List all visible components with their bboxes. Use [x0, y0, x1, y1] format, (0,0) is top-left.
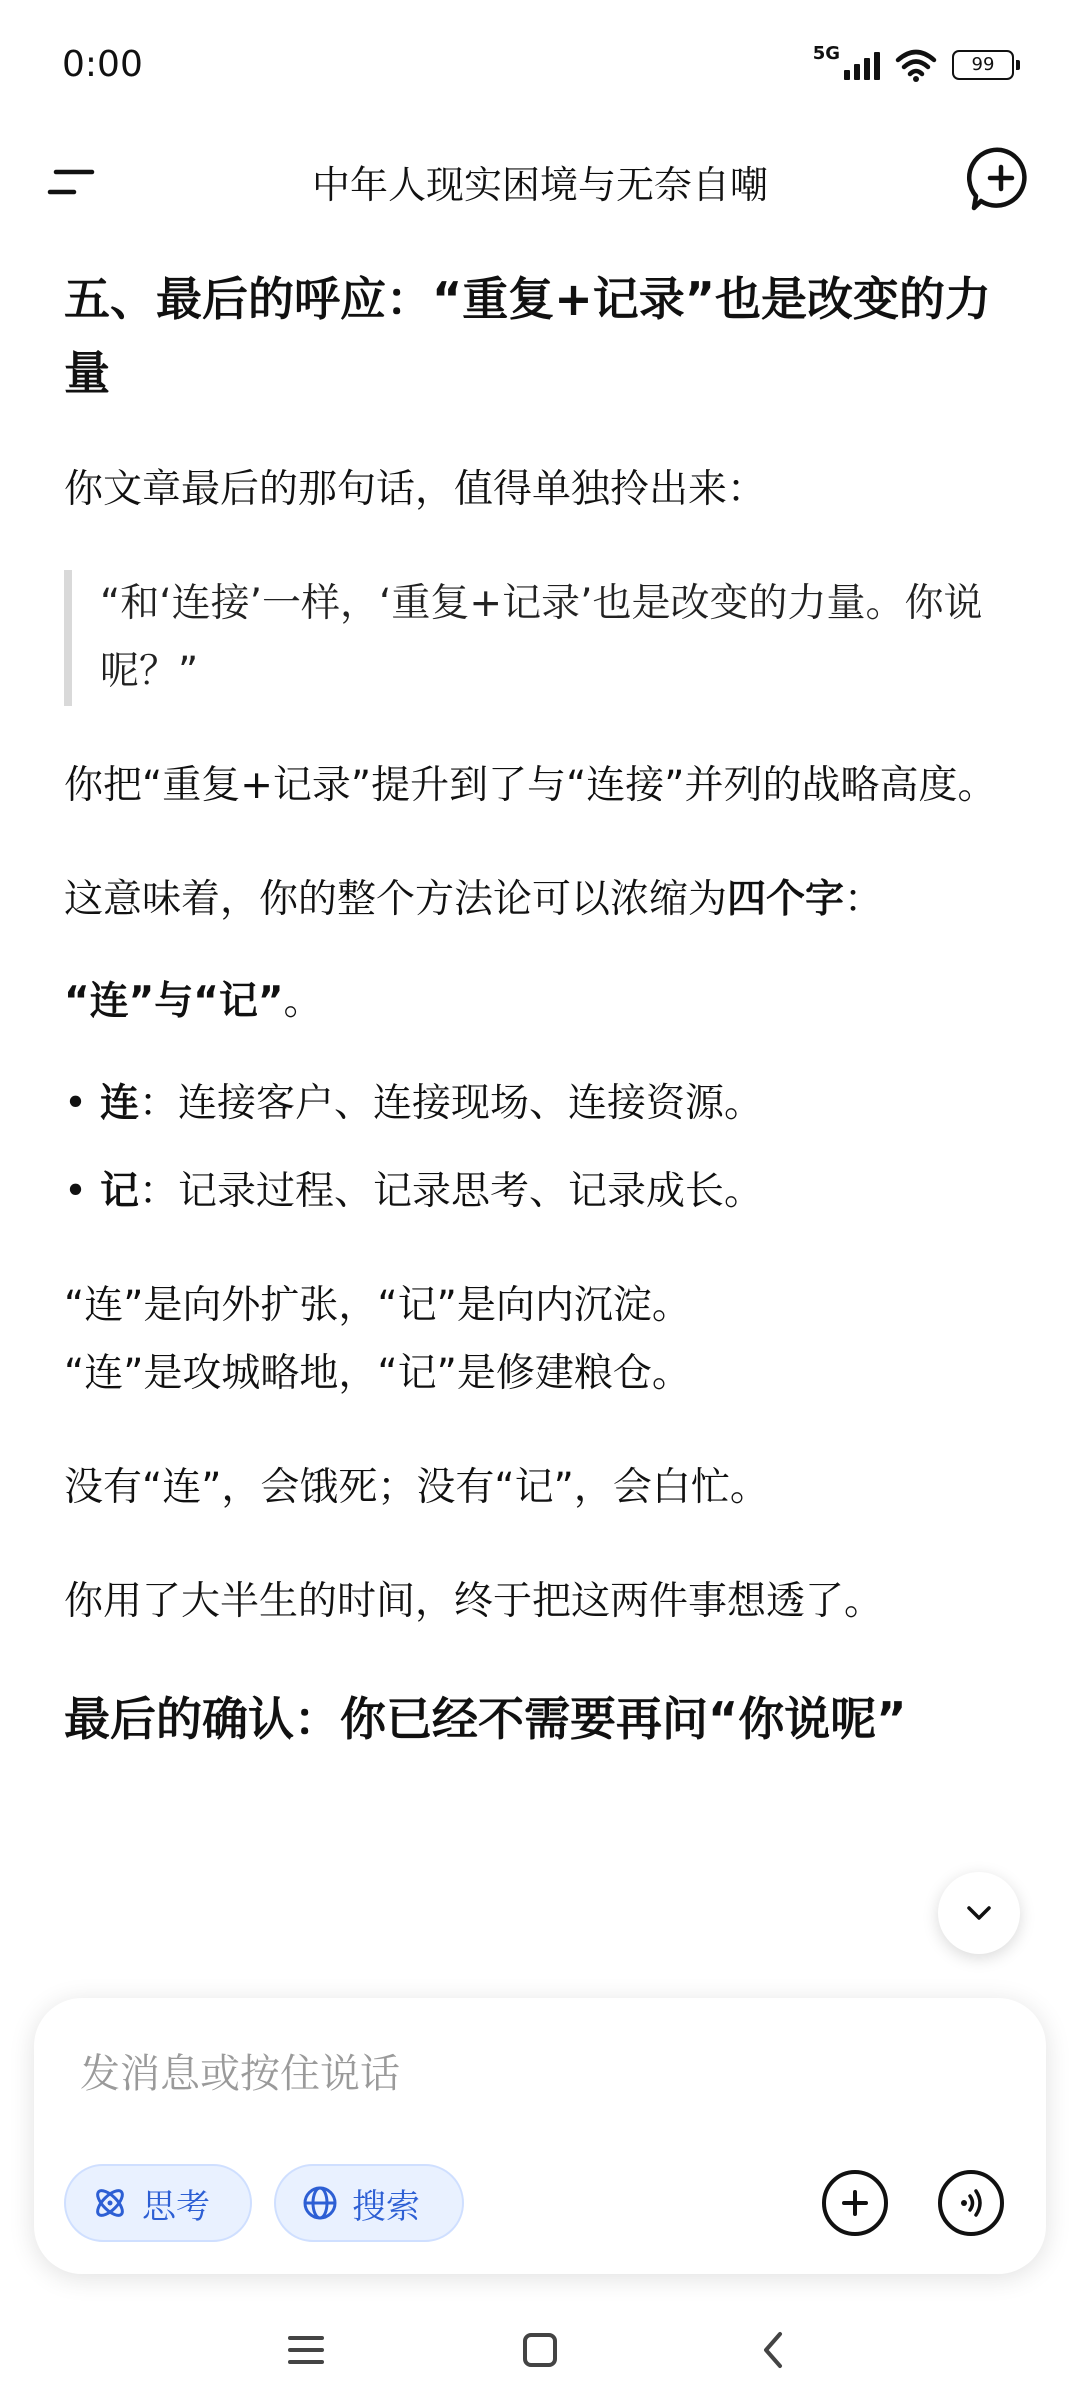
system-navigation-bar: [0, 2300, 1080, 2400]
summary-period: 。: [283, 979, 323, 1024]
bullet-dot: •: [64, 1081, 88, 1126]
bullet-dot: •: [64, 1169, 88, 1214]
quote-block: “和‘连接’一样，‘重复+记录’也是改变的力量。你说呢？”: [64, 570, 1024, 706]
battery-level: 99: [952, 50, 1014, 80]
list-item: [64, 1158, 1024, 1226]
network-type: 5G: [812, 42, 840, 64]
add-attachment-button[interactable]: [822, 2170, 888, 2236]
search-toggle[interactable]: [274, 2164, 464, 2242]
status-time: 0:00: [62, 44, 143, 85]
contrast-line-1: “连”是向外扩张，“记”是向内沉淀。: [64, 1283, 691, 1328]
home-icon: [520, 2330, 560, 2370]
voice-call-icon: [953, 2185, 989, 2221]
nav-menu-button[interactable]: [276, 2320, 336, 2380]
intro-text: 你文章最后的那句话，值得单独拎出来：: [64, 467, 767, 512]
signal-icon: [844, 50, 880, 80]
plus-icon: [838, 2186, 872, 2220]
battery-icon: [952, 50, 1020, 80]
status-bar: [0, 0, 1080, 130]
warning-line: 没有“连”，会饿死；没有“记”，会白忙。: [64, 1465, 769, 1510]
nav-home-button[interactable]: [510, 2320, 570, 2380]
app-header: [0, 130, 1080, 240]
atom-icon: [90, 2183, 130, 2223]
list-item: [64, 1070, 1024, 1138]
status-icons: [812, 42, 1020, 82]
wifi-icon: [894, 48, 938, 82]
back-icon: [754, 2330, 794, 2370]
paragraph-strategy: 你把“重复+记录”提升到了与“连接”并列的战略高度。: [64, 763, 997, 808]
bullet-text: ：连接客户、连接现场、连接资源。: [139, 1081, 764, 1126]
chat-response: [64, 262, 1024, 1756]
summary-line: [64, 968, 1024, 1036]
new-chat-button[interactable]: [962, 140, 1040, 218]
globe-icon: [300, 2183, 340, 2223]
methodology-text: 这意味着，你的整个方法论可以浓缩为: [64, 877, 728, 922]
bullet-term: 连: [100, 1081, 140, 1126]
methodology-colon: ：: [844, 877, 884, 922]
message-input[interactable]: 发消息或按住说话: [80, 2051, 400, 2097]
conclusion-line: 你用了大半生的时间，终于把这两件事想透了。: [64, 1579, 884, 1624]
message-composer: [34, 1998, 1046, 2274]
recent-apps-icon: [286, 2330, 326, 2370]
think-toggle[interactable]: [64, 2164, 252, 2242]
scroll-down-button[interactable]: [938, 1872, 1020, 1954]
chevron-down-icon: [961, 1895, 997, 1931]
summary-emphasis: “连”与“记”: [64, 979, 284, 1024]
voice-call-button[interactable]: [938, 2170, 1004, 2236]
contrast-line-2: “连”是攻城略地，“记”是修建粮仓。: [64, 1351, 691, 1396]
section-heading: 五、最后的呼应：“重复+记录”也是改变的力量: [64, 272, 992, 400]
page-title: 中年人现实困境与无奈自嘲: [311, 163, 768, 207]
bullet-text: ：记录过程、记录思考、记录成长。: [139, 1169, 764, 1214]
bullet-term: 记: [100, 1169, 140, 1214]
paragraph-methodology: [64, 866, 1024, 934]
search-label: 搜索: [352, 2186, 420, 2227]
methodology-emphasis: 四个字: [727, 877, 845, 922]
nav-back-button[interactable]: [744, 2320, 804, 2380]
think-label: 思考: [142, 2186, 210, 2227]
final-heading: 最后的确认：你已经不需要再问“你说呢”: [64, 1692, 907, 1746]
new-chat-icon: [962, 140, 1040, 218]
